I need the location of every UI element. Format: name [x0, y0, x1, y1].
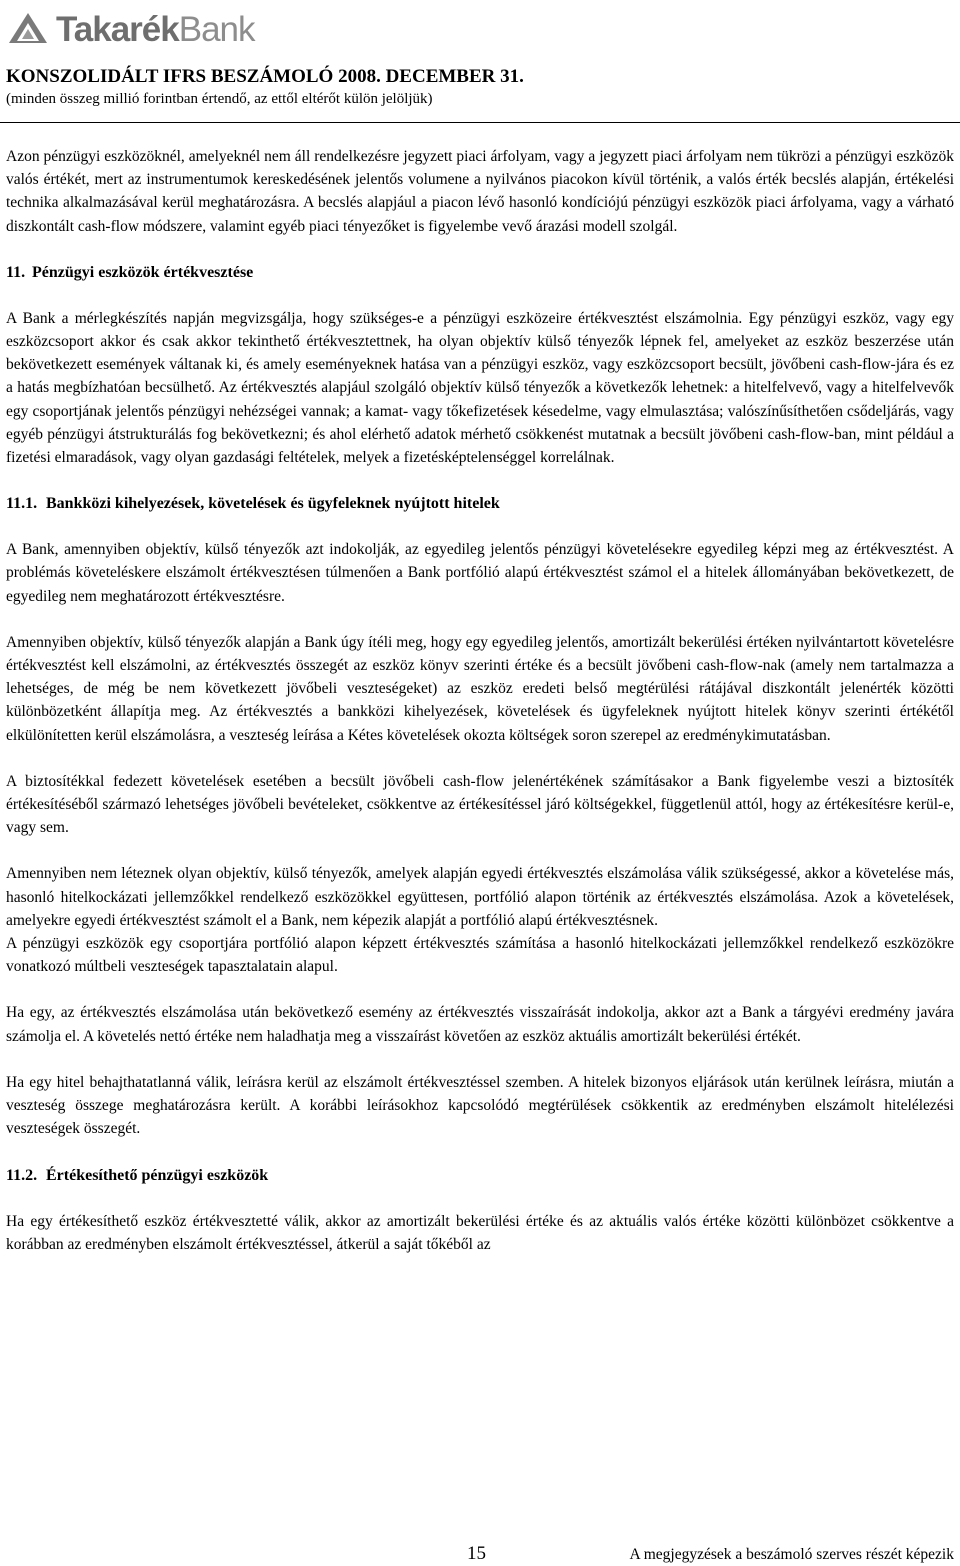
footer-note: A megjegyzések a beszámoló szerves részét képezik — [629, 1546, 954, 1563]
paragraph-write-off: Ha egy hitel behajthatatlanná válik, leírásra kerül az elszámolt értékvesztéssel szemben. A hitelek bizonyos eljárások után kerülnek leírásra, miután a veszteség összege meghatározásra került. A korábbi leírásokhoz kapcsolódó megtérülések csökkentik az eredményben elszámolt hitelélezési veszteségek összegét. — [6, 1073, 954, 1138]
paragraph-fair-value: Azon pénzügyi eszközöknél, amelyeknél nem áll rendelkezésre jegyzett piaci árfolyam, vagy a jegyzett piaci árfolyam nem tükrözi a pénzügyi eszközök valós értékét, mert az instrumentumok kereskedésének jelentős volumene a nyilvános piacokon kívül történik, a valós érték becslés alapján, értékelési technika alkalmazásával kerül meghatározásra. A becslés alapjául a piacon lévő hasonló kondíciójú pénzügyi eszközök piaci árfolyama, vagy a várható diszkontált cash-flow módszere, valamint egyéb piaci tényezőket is figyelembe vevő árazási modell szolgál. — [6, 148, 954, 235]
paragraph-gap — [6, 1048, 954, 1071]
report-subtitle: (minden összeg millió forintban értendő, az ettől eltérőt külön jelöljük) — [6, 91, 433, 107]
paragraph-gap — [6, 515, 954, 538]
section-title: Értékesíthető pénzügyi eszközök — [46, 1166, 269, 1184]
page-footer — [0, 1542, 960, 1565]
paragraph-collateral: A biztosítékkal fedezett követelések esetében a becsült jövőbeli cash-flow jelenértékének számításakor a Bank figyelembe veszi a biztosíték értékesítéséből származó lehetséges jövőbeli bevételeket, csökkentve az értékesítéssel járó költségekkel, függetlenül attól, hogy az értékesítésre kerül-e, vagy sem. — [6, 772, 954, 837]
paragraph-gap — [6, 238, 954, 261]
report-title: KONSZOLIDÁLT IFRS BESZÁMOLÓ 2008. DECEMBER 31. — [6, 66, 524, 87]
paragraph-individual-impairment: A Bank, amennyiben objektív, külső tényezők azt indokolják, az egyedileg jelentős pénzügyi követelésekre egyedileg képzi meg az értékvesztést. A problémás követeléskere elszámolt értékvesztésen túlmenően a Bank portfólió alapú értékvesztést számol el a hitelek állományában bekövetkezett, de egyedileg nem meghatározott értékvesztésre. — [6, 541, 954, 605]
bank-logo-text-light: Bank — [178, 10, 255, 49]
header-divider — [0, 122, 960, 123]
section-heading-11-2 — [6, 1164, 954, 1187]
paragraph-impairment: A Bank a mérlegkészítés napján megvizsgálja, hogy szükséges-e a pénzügyi eszközeire értékvesztést elszámolnia. Egy pénzügyi eszköz, vagy egy eszközcsoport akkor és csak akkor tekinthető értékvesztettnek, ha olyan objektív külső tényezők lépnek fel, amelyeket az eszköz beszerzése után bekövetkezett események váltanak ki, és amely eseményeknek hatása van a pénzügyi eszköz, vagy eszközcsoport becsült, jövőbeni cash-flow-jára és ez a hatás megbízhatóan becsülhető. Az értékvesztés alapjául szolgáló objektív külső tényezők a következők lehetnek: a hitelfelvevő, vagy a hitelfelvevők egy csoportjának jelentős pénzügyi nehézségei vannak; a kamat- vagy tőkefizetések késedelme, vagy elmulasztása; valószínűsíthetően csődeljárás, vagy egyéb pénzügyi átstrukturálás fog bekövetkezni; és ahol elérhető adatok mérhető csökkenést mutatnak a becsült jövőbeni cash-flow-ban, mint például a fizetési elmaradások, vagy olyan gazdasági feltételek, melyek a fizetésképtelenséggel korrelálnak. — [6, 309, 954, 467]
paragraph-gap — [6, 1141, 954, 1164]
section-number: 11. — [6, 263, 26, 281]
paragraph-historical-loss: A pénzügyi eszközök egy csoportjára portfólió alapon képzett értékvesztés számítása a hasonló hitelkockázati jellemzőkkel rendelkező eszközökre vonatkozó múltbeli veszteségek tapasztalatain alapul. — [6, 935, 954, 976]
document-body — [6, 145, 954, 1256]
paragraph-gap — [6, 284, 954, 307]
bank-logo-icon — [6, 10, 50, 50]
paragraph-reversal: Ha egy, az értékvesztés elszámolása után bekövetkező esemény az értékvesztés visszaírását indokolja, akkor azt a Bank a tárgyévi eredmény javára számolja el. A követelés nettó értéke nem haladhatja meg a visszaírást követően az eszköz aktuális amortizált bekerülési értékét. — [6, 1004, 954, 1045]
paragraph-amortized-cost: Amennyiben objektív, külső tényezők alapján a Bank úgy ítéli meg, hogy egy egyedileg jelentős, amortizált bekerülési értéken nyilvántartott követelésre értékvesztést kell elszámolni, az értékvesztés összegét az eszköz könyv szerinti értéke és a becsült jövőbeni cash-flow-nak (amely nem tartalmazza a lehetséges, de még be nem következett jövőbeli veszteségeket) az eszköz eredeti belső megtérülési rátájával diszkontált jelenérték közötti különbözetként állapítja meg. Az értékvesztés a bankközi kihelyezések, követelések és ügyfeleknek nyújtott hitelek könyv szerinti értékétől elkülönítetten kerül elszámolásra, a veszteség leírása a Kétes követelések okozta költségek soron szerepel az eredménykimutatásban. — [6, 633, 954, 744]
page-number: 15 — [467, 1543, 486, 1564]
paragraph-gap — [6, 747, 954, 770]
section-number: 11.2. — [6, 1166, 38, 1184]
section-heading-11-1 — [6, 492, 954, 515]
bank-logo — [6, 8, 954, 52]
section-number: 11.1. — [6, 495, 38, 513]
paragraph-portfolio-basis: Amennyiben nem léteznek olyan objektív, külső tényezők, amelyek alapján egyedi értékvesztés elszámolása válik szükségessé, akkor a követelése más, hasonló hitelkockázati jellemzőkkel rendelkező eszközökkel együttesen, portfólió alapon történik az értékvesztés elszámolása. Azok a követelések, amelyekre egyedi értékvesztést számolt el a Bank, nem képezik alapját a portfólió alapú értékvesztésnek. — [6, 865, 954, 929]
section-title: Bankközi kihelyezések, követelések és ügyfeleknek nyújtott hitelek — [46, 495, 500, 513]
page-header — [6, 8, 954, 109]
paragraph-available-for-sale: Ha egy értékesíthető eszköz értékvesztetté válik, akkor az amortizált bekerülési értéke és az aktuális valós értéke közötti különbözet csökkentve a korábban az eredményben elszámolt értékvesztéssel, átkerül a saját tőkéből az — [6, 1212, 954, 1253]
paragraph-gap — [6, 839, 954, 862]
bank-logo-text-bold: Takarék — [56, 10, 179, 49]
paragraph-gap — [6, 1187, 954, 1210]
paragraph-gap — [6, 469, 954, 492]
paragraph-gap — [6, 978, 954, 1001]
section-heading-11 — [6, 261, 954, 284]
bank-logo-text — [56, 8, 255, 52]
paragraph-gap — [6, 608, 954, 631]
section-title: Pénzügyi eszközök értékvesztése — [32, 263, 254, 281]
